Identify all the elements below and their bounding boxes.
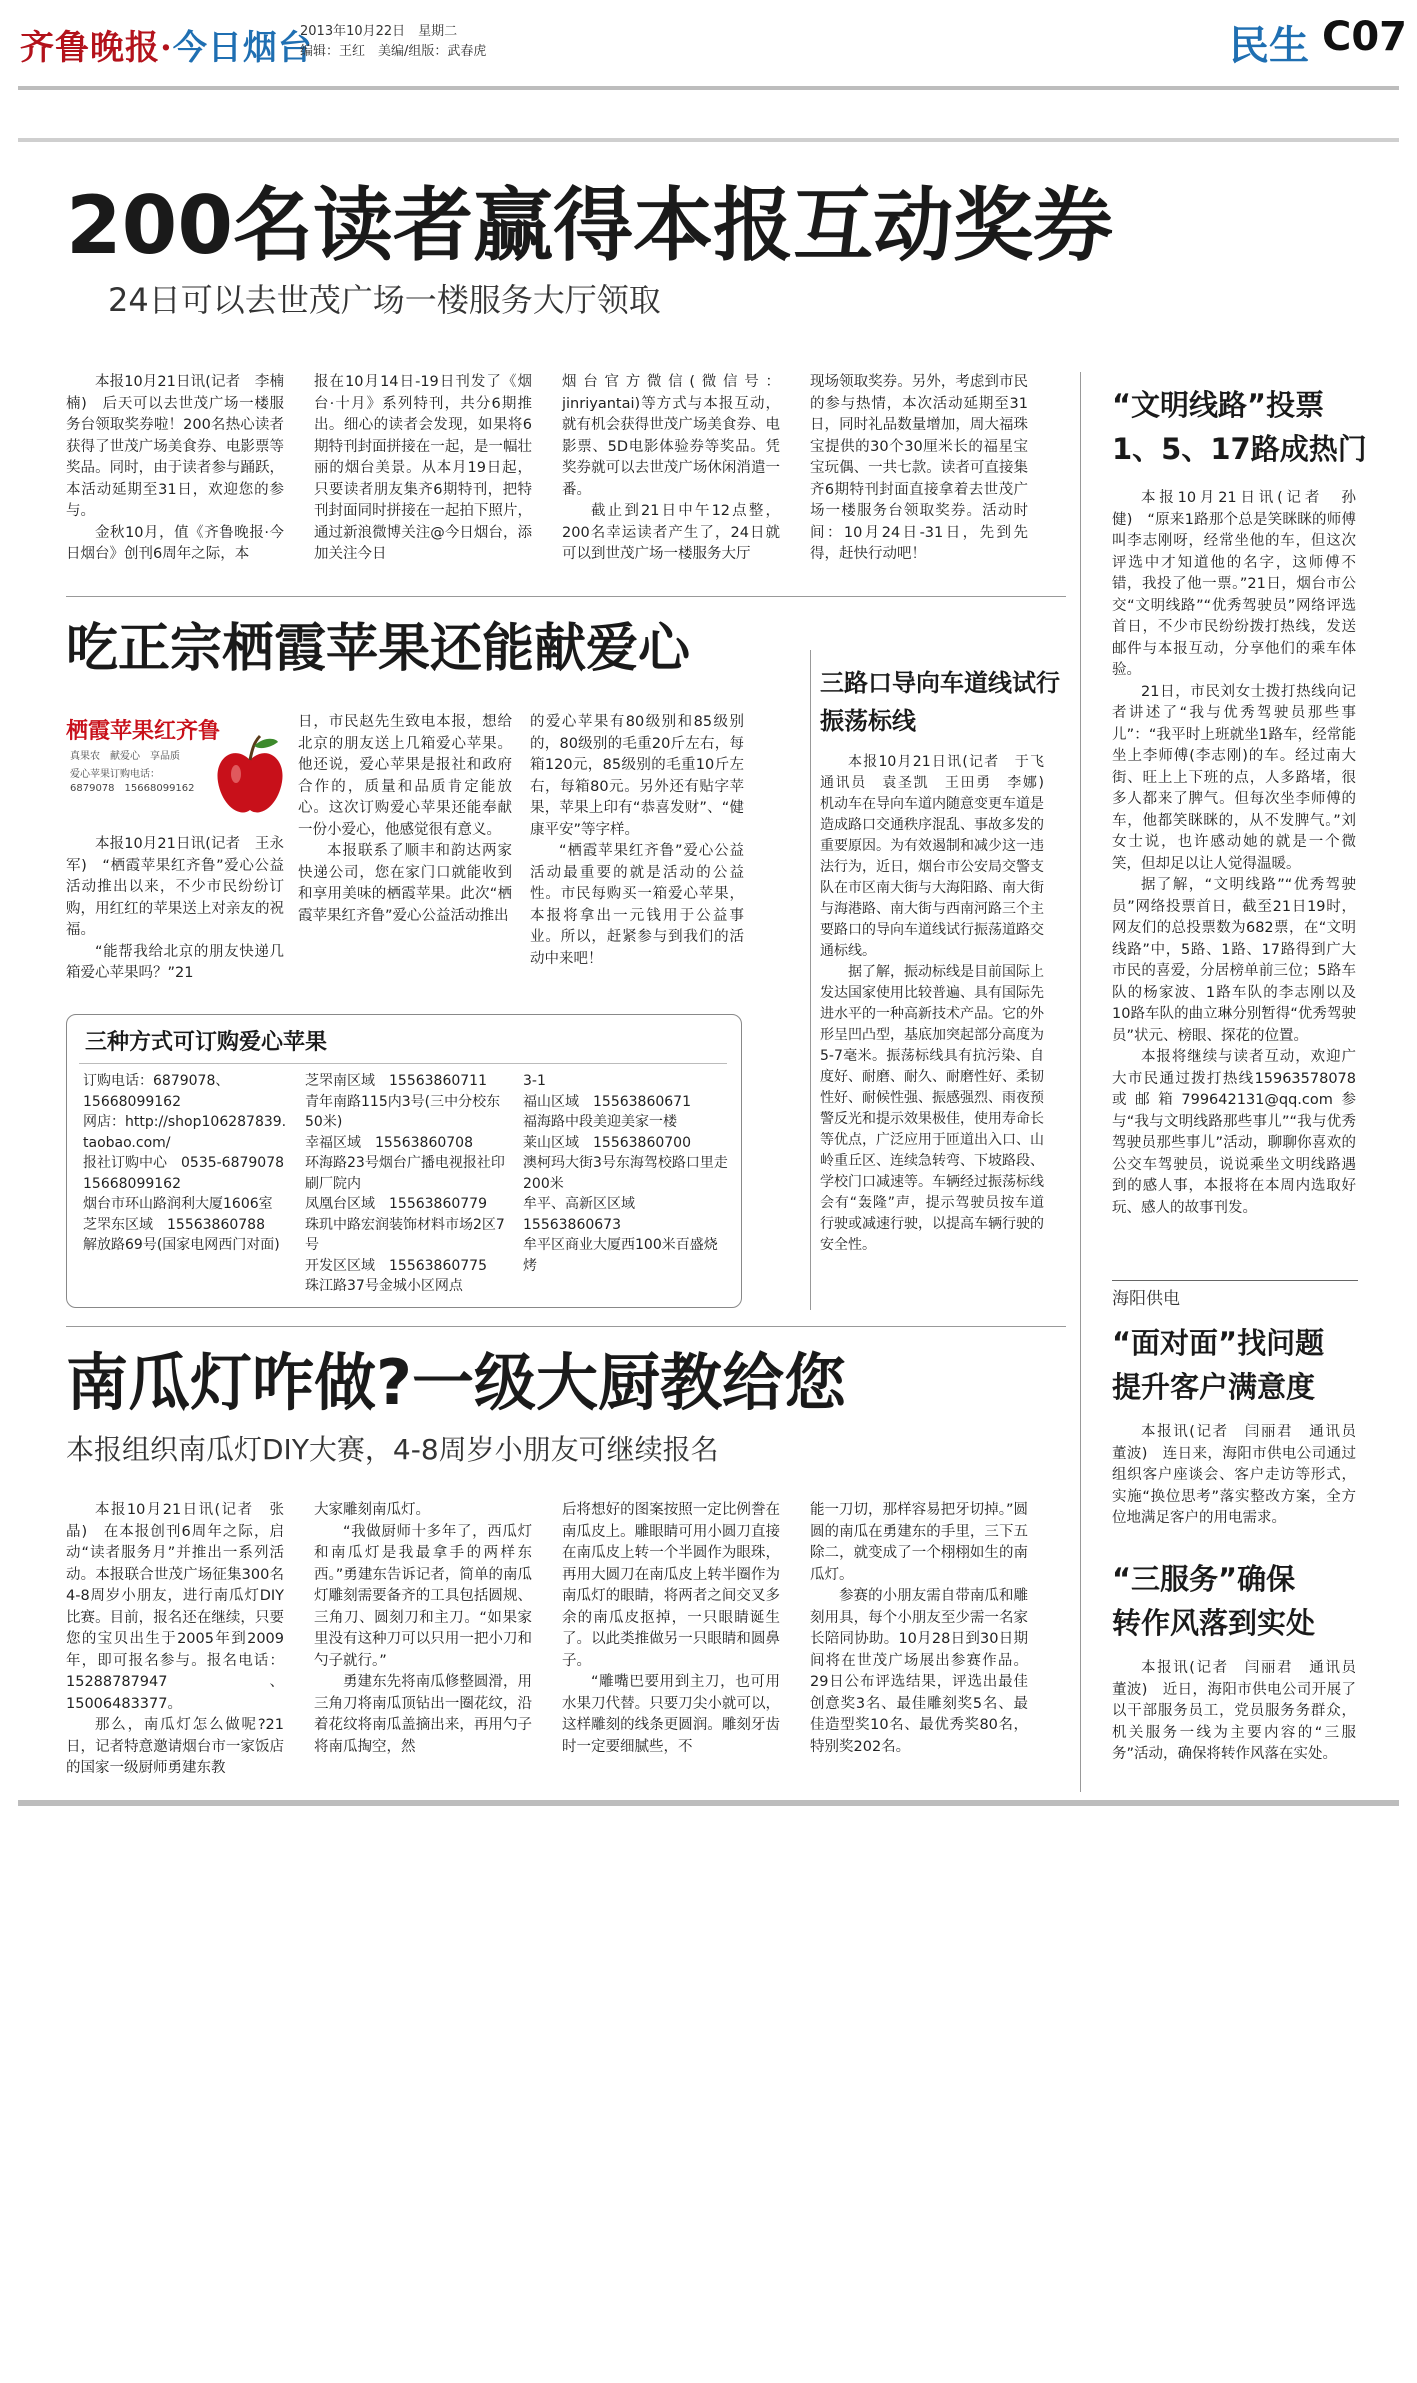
order-line: 订购电话：6879078、15668099162 xyxy=(83,1073,230,1110)
paragraph: 烟台官方微信(微信号：jinriyantai)等方式与本报互动，就有机会获得世茂广场美食券、电影票、5D电影体验券等奖品。凭奖券就可以去世茂广场休闲消遣一番。 xyxy=(562,374,780,498)
order-line: 芝罘南区域 15563860711 xyxy=(305,1073,487,1089)
paragraph: 21日，市民刘女士拨打热线向记者讲述了“我与优秀驾驶员那些事儿”：“我平时上班就坐1路车，经常能坐上李师傅(李志刚)的车。经过南大街、旺上上下班的点，人多路堵，很多人都来了脾气。但每次坐李师傅的车，他都笑眯眯的，从不发脾气。”刘女士说，也许感动她的就是一个微笑，但却足以让人觉得温暖。 xyxy=(1112,683,1356,872)
haiyang-a2-title-1: “三服务”确保 xyxy=(1112,1562,1296,1596)
paragraph: 本报10月21日讯(记者 李楠楠) 后天可以去世茂广场一楼服务台领取奖券啦！200名热心读者获得了世茂广场美食券、电影票等奖品。同时，由于读者参与踊跃，本活动延期至31日，欢迎您的参与。 xyxy=(66,374,284,519)
paragraph: “栖霞苹果红齐鲁”爱心公益活动最重要的就是活动的公益性。市民每购买一箱爱心苹果，本报将拿出一元钱用于公益事业。所以，赶紧参与到我们的活动中来吧！ xyxy=(530,843,744,967)
divider xyxy=(66,1326,1066,1327)
header-meta xyxy=(300,22,486,62)
ad-slogan: 真果农 献爱心 享品质 xyxy=(70,751,180,762)
article2-col2 xyxy=(298,712,512,927)
article5-col2 xyxy=(314,1500,532,1758)
paragraph: 据了解，振动标线是目前国际上发达国家使用比较普遍、具有国际先进水平的一种高新技术产品。它的外形呈凹凸型，基底加突起部分高度为5-7毫米。振荡标线具有抗污染、自度好、耐磨、耐久、耐磨性好、柔韧性好、耐候性强、振感强烈、雨夜预警反光和提示效果极佳，使用寿命长等优点，广泛应用于匝道出入口、山岭重丘区、连续急转弯、下坡路段、学校门口减速等。车辆经过振荡标线会有“轰隆”声，提示驾驶员按车道行驶或减速行驶，以提高车辆行驶的安全性。 xyxy=(820,964,1044,1253)
order-box-title: 三种方式可订购爱心苹果 xyxy=(85,1030,328,1055)
order-line: 青年南路115内3号(三中分校东50米) xyxy=(305,1093,501,1130)
haiyang-a1-body xyxy=(1112,1422,1371,1530)
order-box-col2 xyxy=(305,1071,505,1297)
paragraph: 本报10月21日讯(记者 王永军) “栖霞苹果红齐鲁”爱心公益活动推出以来，不少市民纷纷订购，用红红的苹果送上对亲友的祝福。 xyxy=(66,836,284,938)
ad-title: 栖霞苹果红齐鲁 xyxy=(66,718,221,744)
paragraph: 本报联系了顺丰和韵达两家快递公司，您在家门口就能收到和享用美味的栖霞苹果。此次“栖霞苹果红齐鲁”爱心公益活动推出 xyxy=(298,843,512,924)
divider xyxy=(66,596,1066,597)
article2-col1 xyxy=(66,834,284,985)
page-number: C07 xyxy=(1321,14,1407,60)
haiyang-a2-body xyxy=(1112,1658,1371,1766)
paragraph: 勇建东先将南瓜修整圆滑，用三角刀将南瓜顶钻出一圈花纹，沿着花纹将南瓜盖摘出来，再用勺子将南瓜掏空，然 xyxy=(314,1674,532,1755)
logo-separator: · xyxy=(160,28,173,68)
article4-body xyxy=(1112,488,1356,1219)
paragraph: 现场领取奖券。另外，考虑到市民的参与热情，本次活动延期至31日，同时礼品数量增加，周大福珠宝提供的30个30厘米长的福星宝宝玩偶、一共七款。读者可直接集齐6期特刊封面直接拿着去世茂广场一楼服务台领取奖券。活动时间：10月24日-31日，先到先得，赶快行动吧！ xyxy=(810,374,1028,562)
order-line: 解放路69号(国家电网西门对面) xyxy=(83,1237,280,1253)
paragraph: 截止到21日中午12点整，200名幸运读者产生了，24日就可以到世茂广场一楼服务大厅 xyxy=(562,503,780,562)
article2-title: 吃正宗栖霞苹果还能献爱心 xyxy=(66,619,691,679)
haiyang-a2-title-2: 转作风落到实处 xyxy=(1112,1606,1316,1640)
order-box xyxy=(66,1014,742,1308)
haiyang-rule xyxy=(1112,1280,1358,1281)
edition-name: 今日烟台 xyxy=(172,28,313,68)
article5-col4 xyxy=(810,1500,1028,1758)
paragraph: 本报10月21日讯(记者 孙健) “原来1路那个总是笑眯眯的师傅叫李志刚呀，经常坐他的车，但这次评选中才知道他的名字，这师傅不错，我投了他一票。”21日，烟台市公交“文明线路”“优秀驾驶员”网络评选首日，不少市民纷纷拨打热线，发送邮件与本报互动，分享他们的乘车体验。 xyxy=(1112,490,1356,678)
right-column-divider xyxy=(1080,372,1081,1792)
paragraph: 据了解，“文明线路”“优秀驾驶员”网络投票首日，截至21日19时，网友们的总投票数为682票，在“文明线路”中，5路、1路、17路得到广大市民的喜爱，分居榜单前三位；5路车队的杨家波、1路车队的李志刚以及10路车队的曲立琳分别暂得“优秀驾驶员”状元、榜眼、探花的位置。 xyxy=(1112,877,1356,1044)
newspaper-logo xyxy=(20,20,313,69)
order-box-col1 xyxy=(83,1071,299,1256)
order-box-divider xyxy=(79,1063,727,1064)
order-line: 牟平区商业大厦西100米百盛烧烤 xyxy=(523,1237,718,1274)
paragraph: 本报将继续与读者互动，欢迎广大市民通过拨打热线15963578078或邮箱799642131@qq.com参与“我与文明线路那些事儿”“我与优秀驾驶员那些事儿”活动，聊聊你喜欢的公交车驾驶员，说说乘坐文明线路遇到的感人事，本报将在本周内选取好玩、感人的故事刊发。 xyxy=(1112,1049,1356,1216)
paragraph: “我做厨师十多年了，西瓜灯和南瓜灯是我最拿手的两样东西。”勇建东告诉记者，简单的南瓜灯雕刻需要备齐的工具包括圆规、三角刀、圆刻刀和主刀。“如果家里没有这种刀可以只用一把小刀和勺子就行。” xyxy=(314,1523,532,1669)
apple-icon xyxy=(214,730,286,820)
order-line: 福山区域 15563860671 xyxy=(523,1093,691,1110)
order-line: 环海路23号烟台广播电视报社印刷厂院内 xyxy=(305,1155,505,1192)
order-line: 珠江路37号金城小区网点 xyxy=(305,1278,463,1294)
paragraph: 本报讯(记者 闫丽君 通讯员 董波) 近日，海阳市供电公司开展了以干部服务员工，党员服务务群众，机关服务一线为主要内容的“三服务”活动，确保将转作风落在实处。 xyxy=(1112,1660,1371,1762)
article5-col1 xyxy=(66,1500,284,1780)
article3-body xyxy=(820,752,1058,1256)
column-divider xyxy=(810,650,811,1310)
section-name: 民生 xyxy=(1229,23,1309,69)
order-line: 报社订购中心 0535-6879078 15668099162 xyxy=(83,1155,299,1192)
order-line: 莱山区域 15563860700 xyxy=(523,1134,691,1151)
paragraph: 的爱心苹果有80级别和85级别的，80级别的毛重20斤左右，每箱120元，85级别的毛重10斤左右，每箱80元。另外还有贴字苹果，苹果上印有“恭喜发财”、“健康平安”等字样。 xyxy=(530,714,744,838)
paragraph: 参赛的小朋友需自带南瓜和雕刻用具，每个小朋友至少需一名家长陪同协助。10月28日到30日期间将在世茂广场展出参赛作品。29日公布评选结果，评选出最佳创意奖3名、最佳雕刻奖5名、最佳造型奖10名、最优秀奖80名，特别奖202名。 xyxy=(810,1588,1028,1755)
paper-name: 齐鲁晚报 xyxy=(20,28,160,68)
paragraph: 本报讯(记者 闫丽君 通讯员 董波) 连日来，海阳市供电公司通过组织客户座谈会、客户走访等形式，实施“换位思考”落实整改方案，全方位地满足客户的用电需求。 xyxy=(1112,1424,1371,1526)
order-line: 幸福区域 15563860708 xyxy=(305,1134,473,1151)
article4-title-2: 1、5、17路成热门 xyxy=(1112,432,1367,466)
ad-phone-label: 爱心苹果订购电话： xyxy=(70,769,160,780)
order-line: 牟平、高新区区域 15563860673 xyxy=(523,1196,649,1233)
article1-col3 xyxy=(562,372,780,566)
haiyang-a1-title-1: “面对面”找问题 xyxy=(1112,1326,1325,1360)
order-line: 烟台市环山路润利大厦1606室 xyxy=(83,1196,273,1212)
order-line: 芝罘东区域 15563860788 xyxy=(83,1216,265,1233)
date-line: 2013年10月22日 星期二 xyxy=(300,24,458,39)
order-line: 网店：http://shop106287839.taobao.com/ xyxy=(83,1114,287,1151)
paragraph: 本报10月21日讯(记者 于飞 通讯员 袁圣凯 王田勇 李娜) 机动车在导向车道内随意变更车道是造成路口交通秩序混乱、事故多发的重要原因。为有效遏制和减少这一违法行为，近日，烟台市公安局交警支队在市区南大街与大海阳路、南大街与海港路、南大街与西南河路三个主要路口的导向车道线试行振荡道路交通标线。 xyxy=(820,754,1058,959)
order-line: 开发区区域 15563860775 xyxy=(305,1257,487,1274)
paragraph: 日，市民赵先生致电本报，想给北京的朋友送上几箱爱心苹果。他还说，爱心苹果是报社和政府合作的，质量和品质肯定能放心。这次订购爱心苹果还能奉献一份小爱心，他感觉很有意义。 xyxy=(298,714,512,838)
article3-title: 三路口导向车道线试行振荡标线 xyxy=(820,669,1060,735)
haiyang-a1-title-2: 提升客户满意度 xyxy=(1112,1370,1316,1404)
order-box-col3 xyxy=(523,1071,729,1276)
header-rule-2 xyxy=(18,138,1399,142)
paragraph: 大家雕刻南瓜灯。 xyxy=(314,1502,430,1518)
paragraph: 报在10月14日-19日刊发了《烟台·十月》系列特刊，共分6期推出。细心的读者会发现，如果将6期特刊封面拼接在一起，是一幅壮丽的烟台美景。从本月19日起，只要读者朋友集齐6期特刊，把特刊封面同时拼接在一起拍下照片，通过新浪微博关注@今日烟台，添加关注今日 xyxy=(314,374,532,562)
paragraph: 能一刀切，那样容易把牙切掉。”圆圆的南瓜在勇建东的手里，三下五除二，就变成了一个栩栩如生的南瓜灯。 xyxy=(810,1502,1028,1583)
paragraph: “雕嘴巴要用到主刀，也可用水果刀代替。只要刀尖小就可以，这样雕刻的线条更圆润。雕刻牙齿时一定要细腻些，不 xyxy=(562,1674,780,1755)
order-line: 凤凰台区域 15563860779 xyxy=(305,1196,487,1212)
article5-subtitle: 本报组织南瓜灯DIY大赛，4-8周岁小朋友可继续报名 xyxy=(66,1433,719,1466)
haiyang-tag: 海阳供电 xyxy=(1112,1289,1180,1309)
article5-title: 南瓜灯咋做?一级大厨教给您 xyxy=(66,1346,846,1419)
ad-phones: 6879078 15668099162 xyxy=(70,783,195,794)
apple-ad xyxy=(66,712,286,822)
article4-title-1: “文明线路”投票 xyxy=(1112,388,1325,422)
paragraph: 后将想好的图案按照一定比例誊在南瓜皮上。雕眼睛可用小圆刀直接在南瓜皮上转一个半圆作为眼珠，再用大圆刀在南瓜皮上转半圈作为南瓜灯的眼睛，将两者之间交叉多余的南瓜皮抠掉，一只眼睛诞生了。以此类推做另一只眼睛和圆鼻子。 xyxy=(562,1502,780,1669)
header-rule xyxy=(18,86,1399,90)
article1-title: 200名读者赢得本报互动奖券 xyxy=(66,179,1113,272)
editors-line: 编辑：王红 美编/组版：武春虎 xyxy=(300,44,487,59)
order-line: 澳柯玛大街3号东海驾校路口里走200米 xyxy=(523,1155,728,1192)
footer-rule xyxy=(18,1800,1399,1806)
order-line: 福海路中段美迎美家一楼 xyxy=(523,1114,677,1130)
article5-col3 xyxy=(562,1500,780,1758)
article1-col1 xyxy=(66,372,284,566)
article1-col4 xyxy=(810,372,1028,566)
paragraph: 金秋10月，值《齐鲁晚报·今日烟台》创刊6周年之际，本 xyxy=(66,524,284,562)
article1-subtitle: 24日可以去世茂广场一楼服务大厅领取 xyxy=(108,281,661,319)
order-line: 3-1 xyxy=(523,1073,546,1089)
article1-col2 xyxy=(314,372,532,566)
paragraph: “能帮我给北京的朋友快递几箱爱心苹果吗？”21 xyxy=(66,943,284,981)
article2-col3 xyxy=(530,712,744,970)
paragraph: 本报10月21日讯(记者 张晶) 在本报创刊6周年之际，启动“读者服务月”并推出一系列活动。本报联合世茂广场征集300名4-8周岁小朋友，进行南瓜灯DIY比赛。目前，报名还在继续，只要您的宝贝出生于2005年到2009年，即可报名参与。报名电话：15288787947、15006483377。 xyxy=(66,1502,284,1712)
paragraph: 那么，南瓜灯怎么做呢?21日，记者特意邀请烟台市一家饭店的国家一级厨师勇建东教 xyxy=(66,1717,284,1776)
order-line: 珠玑中路宏润装饰材料市场2区7号 xyxy=(305,1216,505,1253)
